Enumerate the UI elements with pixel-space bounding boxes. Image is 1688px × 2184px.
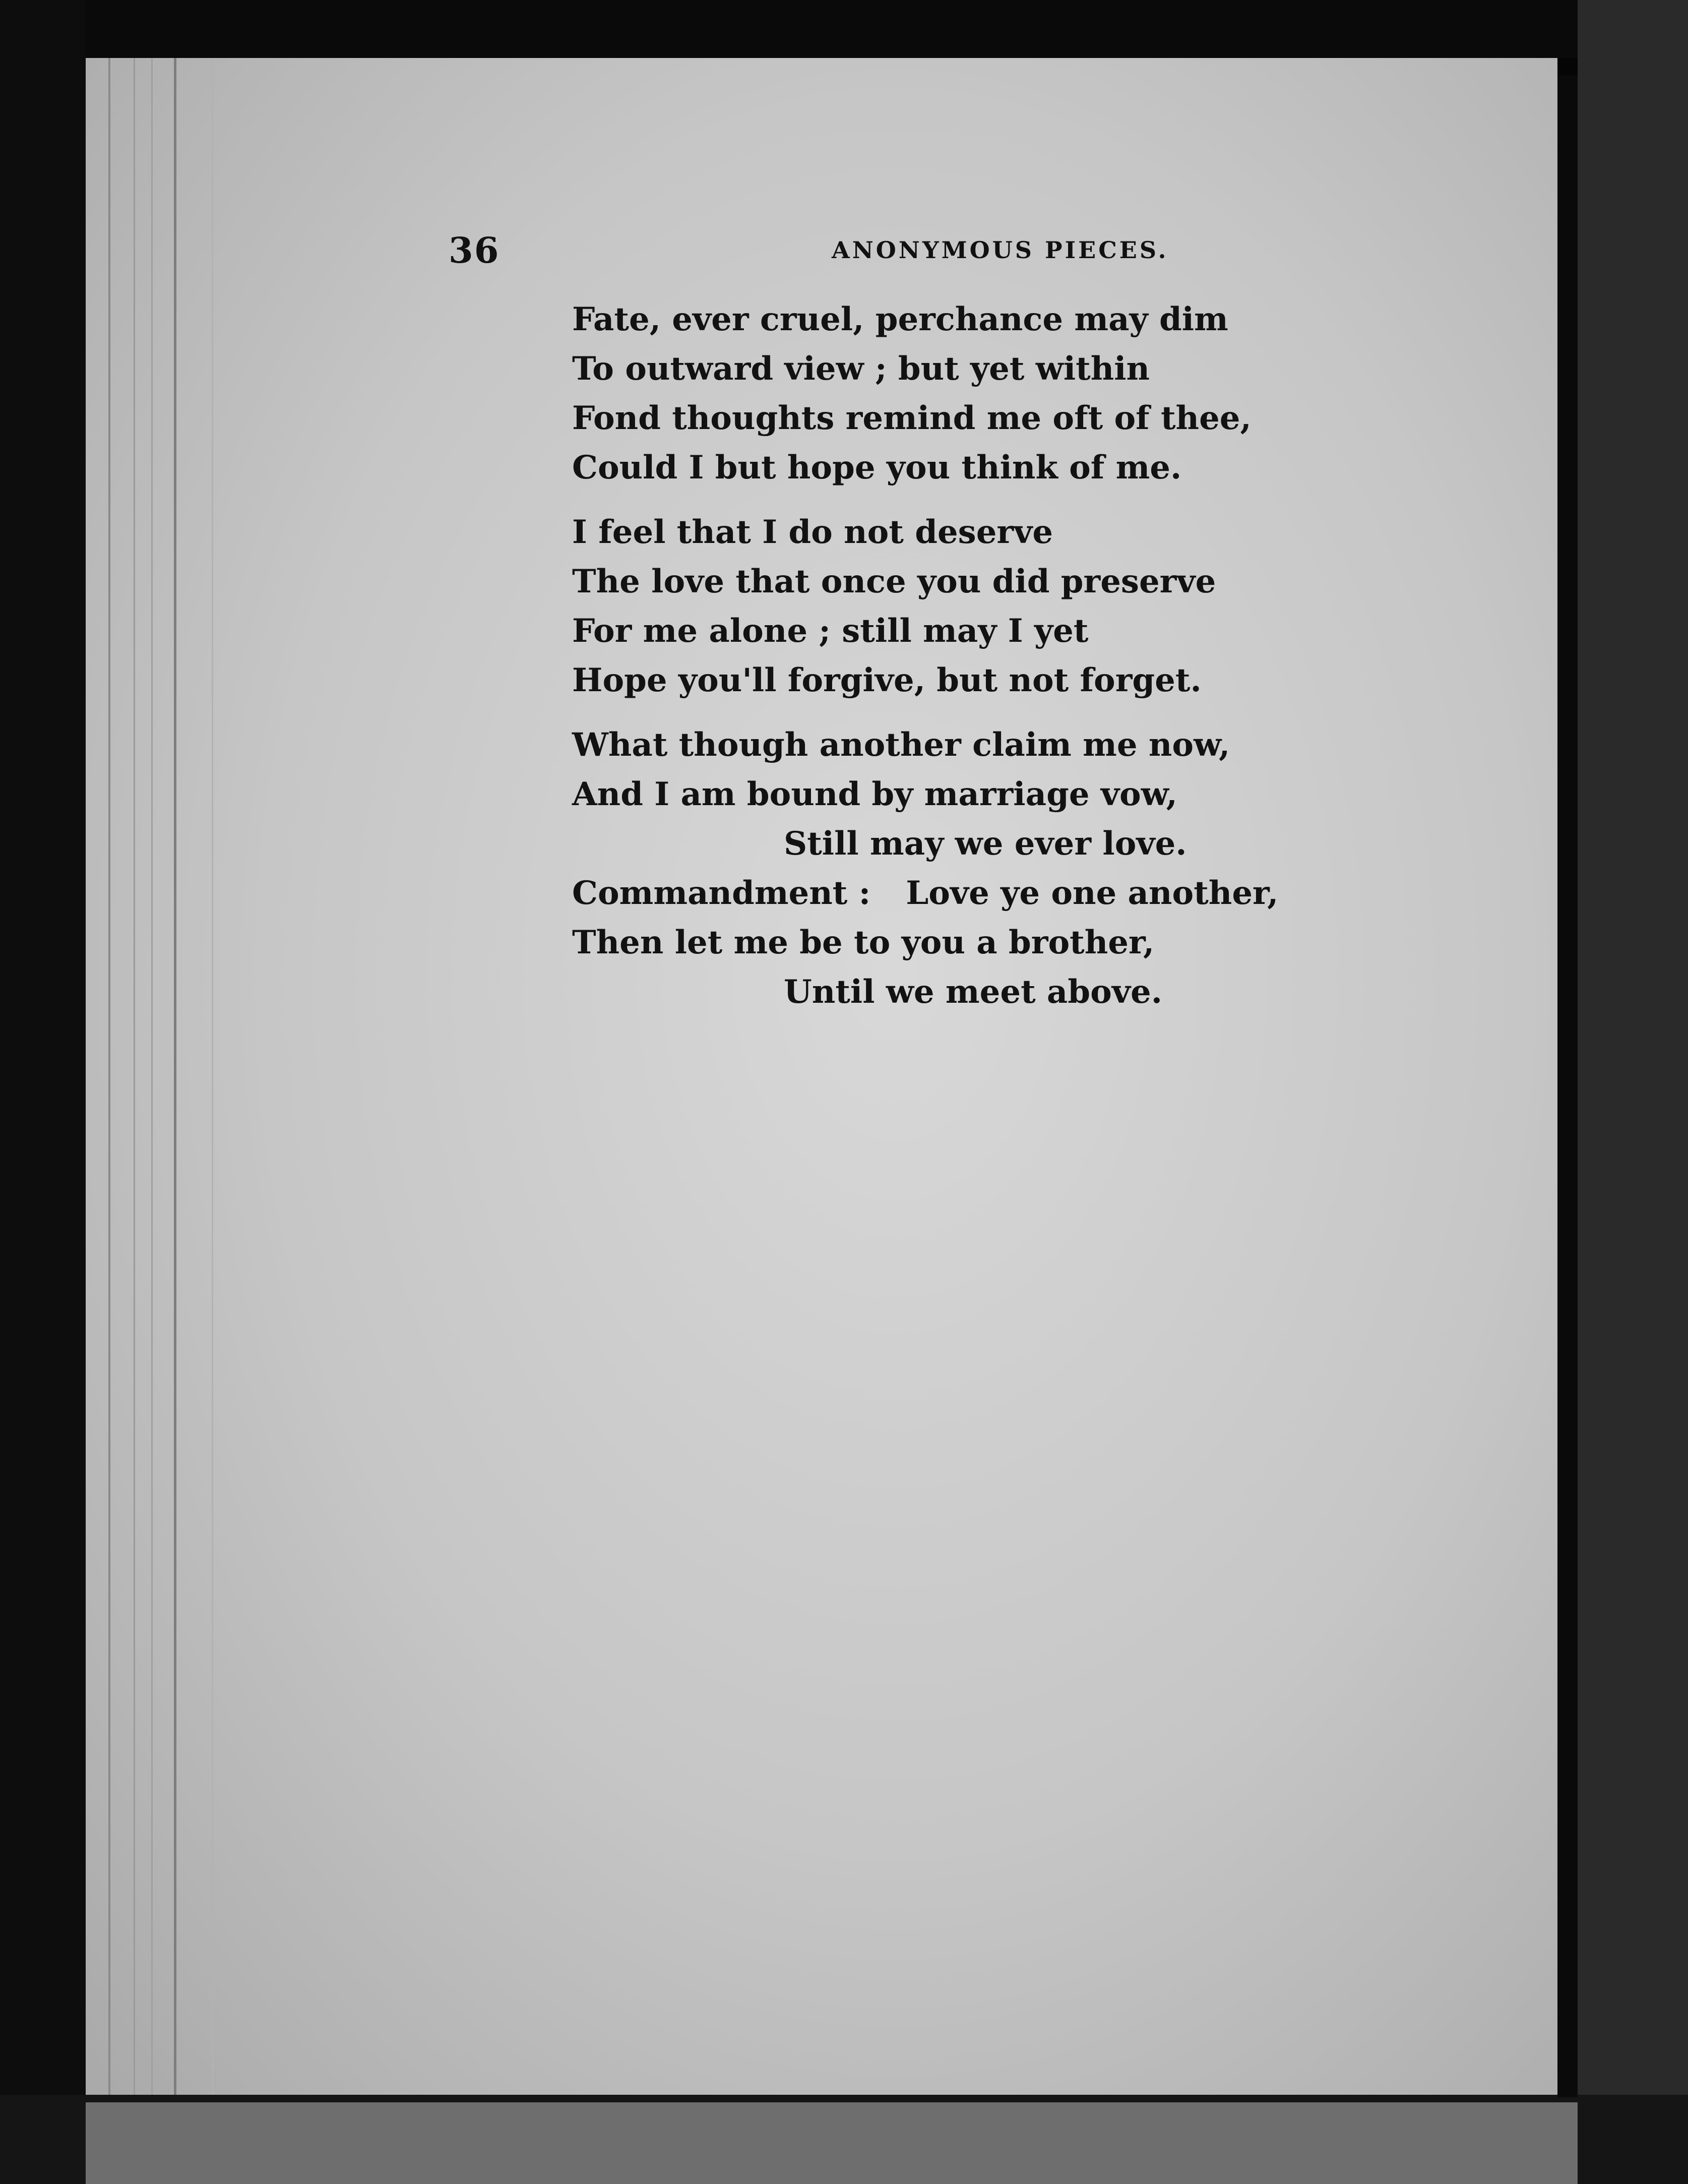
poem-line-split [572,869,1328,918]
poem-body [572,295,1328,1032]
poem-line: The love that once you did preserve [572,563,1216,600]
binding-shadow [1557,76,1578,2097]
next-page-edge [86,2102,1578,2184]
stanza-3 [572,720,1328,1017]
stanza-1 [572,295,1328,493]
poem-line: Still may we ever love. [784,825,1187,863]
page-edge-line [151,58,153,2095]
poem-line: Then let me be to you a brother, [572,924,1155,961]
poem-line: To outward view ; but yet within [572,350,1150,388]
poem-line: What though another claim me now, [572,726,1230,764]
poem-line: Fate, ever cruel, perchance may dim [572,300,1228,338]
page-edge-line [134,58,135,2095]
page-edge-line [174,58,176,2095]
poem-line-part: Commandment : [572,874,871,912]
top-border [0,0,1688,58]
page-edge-line [212,58,213,2095]
page-number: 36 [449,229,500,271]
poem-line: Until we meet above. [784,973,1162,1011]
poem-line-part: Love ye one another, [906,874,1279,912]
poem-line: Could I but hope you think of me. [572,449,1182,487]
poem-line: Fond thoughts remind me oft of thee, [572,399,1252,437]
left-border [0,0,86,2184]
poem-line: I feel that I do not deserve [572,513,1053,551]
poem-line: And I am bound by marriage vow, [572,775,1177,813]
running-head: ANONYMOUS PIECES. [832,236,1169,264]
stanza-2 [572,508,1328,705]
page-edge-line [108,58,110,2095]
poem-line: Hope you'll forgive, but not forget. [572,661,1202,699]
right-border [1578,0,1688,2184]
page-header [449,229,1169,271]
poem-line: For me alone ; still may I yet [572,612,1089,650]
